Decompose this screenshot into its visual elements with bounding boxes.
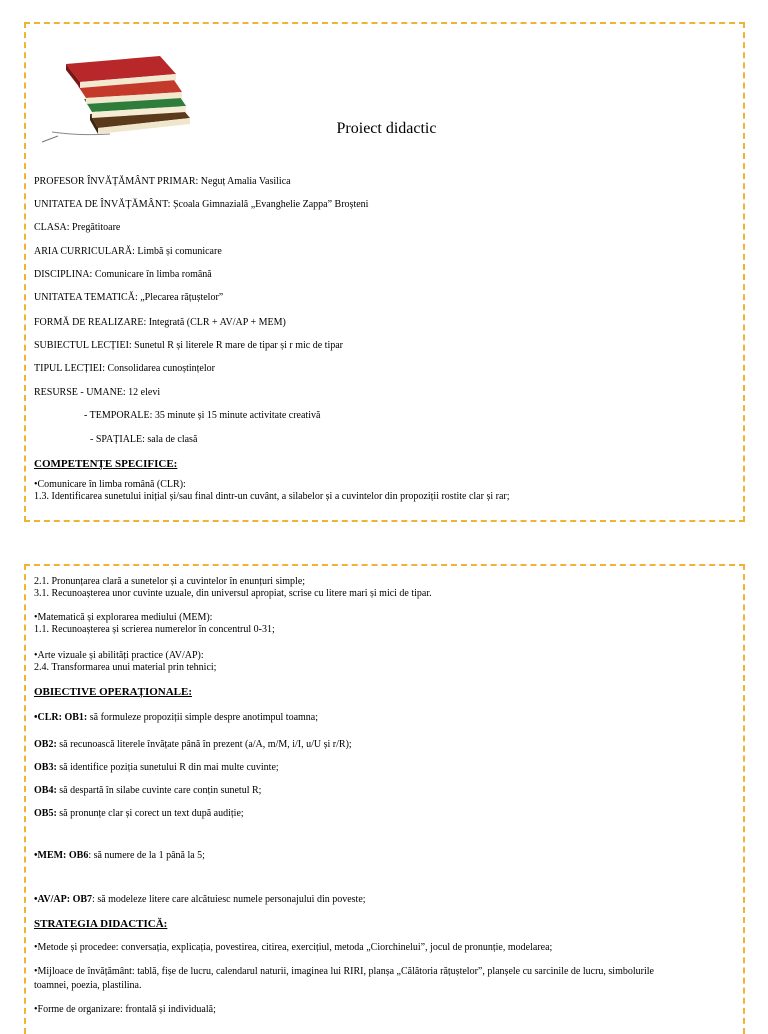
obiective-heading: OBIECTIVE OPERAȚIONALE: (34, 686, 193, 698)
strategia-heading: STRATEGIA DIDACTICĂ: (34, 918, 168, 930)
strategia-item: toamnei, poezia, plastilina. (34, 980, 142, 991)
competente-item: 2.1. Pronunțarea clară a sunetelor și a cuvintelor în enunțuri simple; (34, 576, 306, 587)
clasa-line: CLASA: Pregătitoare (34, 222, 121, 233)
competente-item: •Arte vizuale și abilități practice (AV/AP): (34, 650, 204, 661)
competente-item: 2.4. Transformarea unui material prin tehnici; (34, 662, 217, 673)
competente-heading: COMPETENȚE SPECIFICE: (34, 458, 178, 470)
competente-item: 1.3. Identificarea sunetului inițial și/sau final dintr-un cuvânt, a silabelor și a cuvintelor din propoziții rostite clar și rar; (34, 491, 510, 502)
strategia-item: •Forme de organizare: frontală și individuală; (34, 1004, 216, 1015)
objective-item: •MEM: OB6: să numere de la 1 până la 5; (34, 850, 205, 861)
document-page-1 (24, 22, 745, 522)
competente-item: •Comunicare în limba română (CLR): (34, 479, 186, 490)
strategia-item: •Metode și procedee: conversația, explicația, povestirea, citirea, exercițiul, metoda „Ciorchinelui”, jocul de pronunție, modelarea; (34, 942, 553, 953)
aria-line: ARIA CURRICULARĂ: Limbă și comunicare (34, 246, 222, 257)
tipul-line: TIPUL LECȚIEI: Consolidarea cunoștințelor (34, 363, 215, 374)
objective-item: OB4: să despartă în silabe cuvinte care conțin sunetul R; (34, 785, 262, 796)
resurse-spatiale-line: - SPAȚIALE: sala de clasă (90, 434, 198, 445)
strategia-item: •Mijloace de învățământ: tablă, fișe de lucru, calendarul naturii, imaginea lui RIRI, planșa „Călătoria rățuștelor”, planșele cu sarcinile de lucru, simbolurile (34, 966, 654, 977)
objective-item: •AV/AP: OB7: să modeleze litere care alcătuiesc numele personajului din poveste; (34, 894, 366, 905)
resurse-umane-line: RESURSE - UMANE: 12 elevi (34, 387, 161, 398)
document-title: Proiect didactic (336, 120, 437, 137)
resurse-temporale-line: - TEMPORALE: 35 minute și 15 minute activitate creativă (84, 410, 321, 421)
subiect-line: SUBIECTUL LECȚIEI: Sunetul R și literele R mare de tipar și r mic de tipar (34, 340, 344, 351)
profesor-line: PROFESOR ÎNVĂȚĂMÂNT PRIMAR: Neguț Amalia Vasilica (34, 176, 291, 187)
disciplina-line: DISCIPLINA: Comunicare în limba română (34, 269, 212, 280)
objective-item: •CLR: OB1: să formuleze propoziții simple despre anotimpul toamna; (34, 712, 319, 723)
forma-line: FORMĂ DE REALIZARE: Integrată (CLR + AV/AP + MEM) (34, 317, 286, 328)
unitate-line: UNITATEA DE ÎNVĂȚĂMÂNT: Școala Gimnazială „Evanghelie Zappa” Broșteni (34, 199, 369, 210)
objective-item: OB5: să pronunțe clar și corect un text după audiție; (34, 808, 244, 819)
objective-item: OB3: să identifice poziția sunetului R din mai multe cuvinte; (34, 762, 279, 773)
document-page-2 (24, 564, 745, 1034)
competente-item: 1.1. Recunoașterea și scrierea numerelor în concentrul 0-31; (34, 624, 275, 635)
competente-item: •Matematică și explorarea mediului (MEM): (34, 612, 213, 623)
competente-item: 3.1. Recunoașterea unor cuvinte uzuale, din universul apropiat, scrise cu litere mari și mici de tipar. (34, 588, 432, 599)
objective-item: OB2: să recunoască literele învățate până în prezent (a/A, m/M, i/I, u/U și r/R); (34, 739, 352, 750)
unitatea-tematica-line: UNITATEA TEMATICĂ: „Plecarea rățuștelor” (34, 292, 224, 303)
